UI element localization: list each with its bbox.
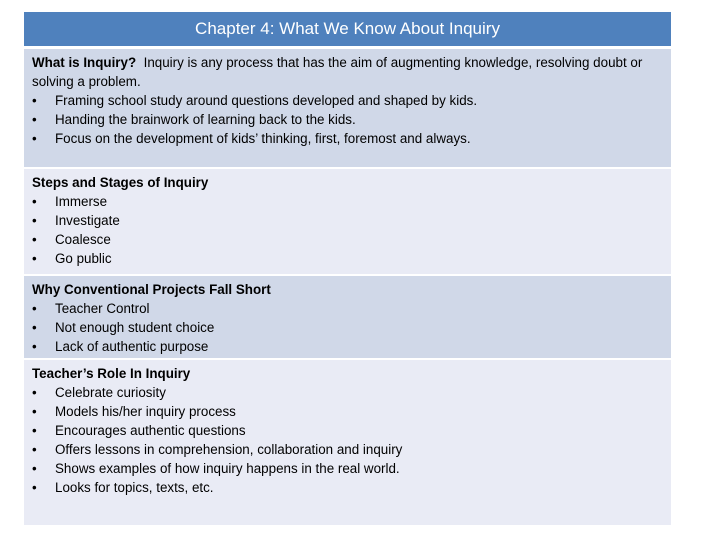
list-item-text: Offers lessons in comprehension, collaboration and inquiry	[55, 442, 403, 457]
list-item	[32, 192, 663, 211]
list-item-text: Shows examples of how inquiry happens in the real world.	[55, 461, 400, 476]
list-item-text: Encourages authentic questions	[55, 423, 246, 438]
list-item-text: Lack of authentic purpose	[55, 339, 209, 354]
list-item	[32, 478, 663, 497]
list-item	[32, 110, 663, 129]
bullet-icon: •	[32, 339, 37, 354]
bullet-icon: •	[32, 461, 37, 476]
bullet-icon: •	[32, 194, 37, 209]
row-what-is-inquiry	[24, 49, 671, 169]
bullet-icon: •	[32, 480, 37, 495]
list-item	[32, 91, 663, 110]
bullet-list	[32, 91, 663, 148]
list-item-text: Go public	[55, 251, 112, 266]
list-item	[32, 459, 663, 478]
row-why-projects-fall-short	[24, 276, 671, 360]
row-steps-and-stages	[24, 169, 671, 276]
row-heading: What is Inquiry?	[32, 55, 137, 70]
list-item-text: Models his/her inquiry process	[55, 404, 236, 419]
bullet-list	[32, 299, 663, 356]
bullet-icon: •	[32, 442, 37, 457]
list-item	[32, 440, 663, 459]
list-item-text: Coalesce	[55, 232, 111, 247]
bullet-icon: •	[32, 404, 37, 419]
list-item	[32, 299, 663, 318]
list-item	[32, 402, 663, 421]
bullet-icon: •	[32, 131, 37, 146]
list-item-text: Handing the brainwork of learning back to the kids.	[55, 112, 356, 127]
list-item	[32, 318, 663, 337]
bullet-icon: •	[32, 301, 37, 316]
bullet-icon: •	[32, 251, 37, 266]
list-item-text: Teacher Control	[55, 301, 150, 316]
intro-text: Inquiry is any process that has the aim of augmenting knowledge, resolving doubt or solving a problem.	[32, 55, 647, 89]
row-heading: Steps and Stages of Inquiry	[32, 175, 209, 190]
list-item	[32, 383, 663, 402]
list-item	[32, 249, 663, 268]
content-table	[24, 12, 671, 525]
bullet-icon: •	[32, 385, 37, 400]
list-item	[32, 129, 663, 148]
list-item	[32, 421, 663, 440]
bullet-icon: •	[32, 423, 37, 438]
bullet-icon: •	[32, 112, 37, 127]
list-item	[32, 230, 663, 249]
bullet-icon: •	[32, 320, 37, 335]
list-item	[32, 211, 663, 230]
row-heading: Teacher’s Role In Inquiry	[32, 366, 191, 381]
list-item-text: Immerse	[55, 194, 108, 209]
list-item-text: Investigate	[55, 213, 120, 228]
bullet-list	[32, 192, 663, 268]
row-teachers-role	[24, 360, 671, 525]
list-item-text: Not enough student choice	[55, 320, 215, 335]
list-item	[32, 337, 663, 356]
bullet-icon: •	[32, 93, 37, 108]
list-item-text: Looks for topics, texts, etc.	[55, 480, 214, 495]
list-item-text: Framing school study around questions developed and shaped by kids.	[55, 93, 478, 108]
bullet-icon: •	[32, 213, 37, 228]
row-intro	[32, 53, 663, 91]
bullet-list	[32, 383, 663, 497]
bullet-icon: •	[32, 232, 37, 247]
list-item-text: Celebrate curiosity	[55, 385, 166, 400]
row-heading: Why Conventional Projects Fall Short	[32, 282, 271, 297]
list-item-text: Focus on the development of kids’ thinking, first, foremost and always.	[55, 131, 471, 146]
slide-title: Chapter 4: What We Know About Inquiry	[24, 12, 671, 49]
